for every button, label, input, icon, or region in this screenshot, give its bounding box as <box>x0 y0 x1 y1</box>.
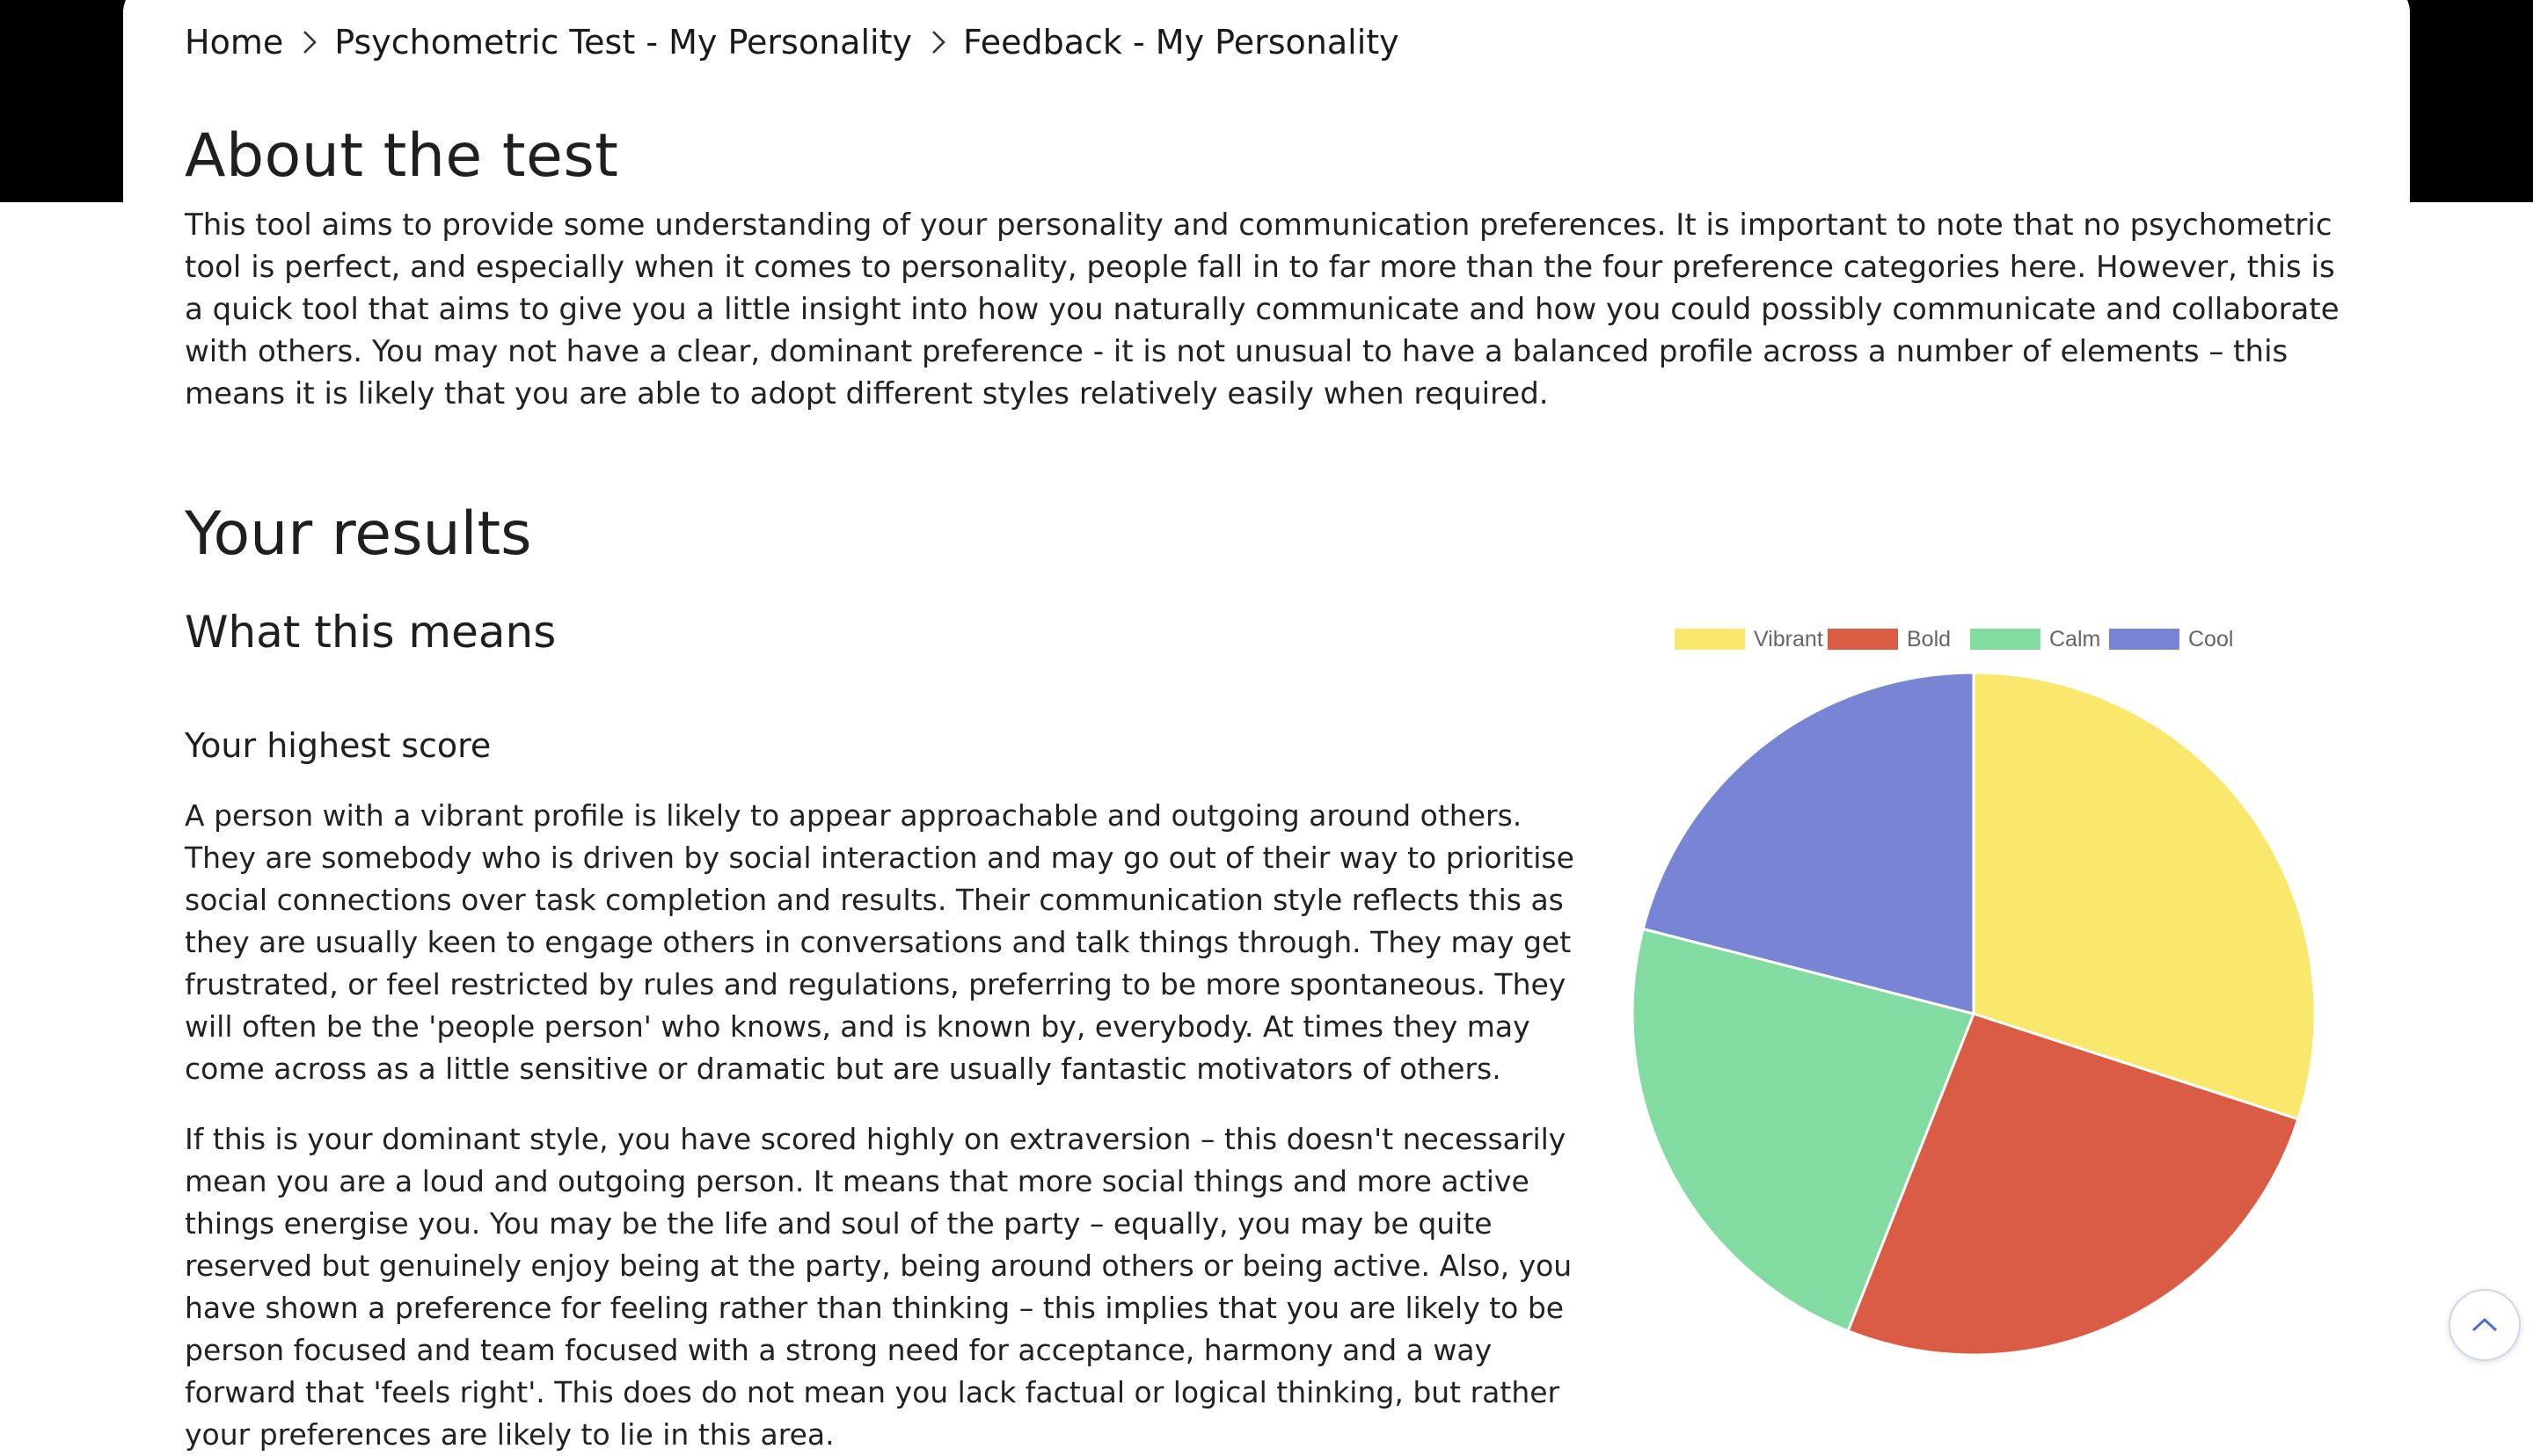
breadcrumb <box>185 16 1399 69</box>
chart-legend <box>1675 627 2233 652</box>
chevron-right-icon <box>296 25 322 60</box>
results-title: Your results <box>185 499 532 569</box>
legend-label-calm[interactable]: Calm <box>2049 627 2101 652</box>
results-pie-chart <box>1618 607 2357 1380</box>
breadcrumb-test-link[interactable]: Psychometric Test - My Personality <box>334 23 912 62</box>
breadcrumb-home-link[interactable]: Home <box>185 23 284 62</box>
legend-label-vibrant[interactable]: Vibrant <box>1754 627 1823 652</box>
results-subtitle: What this means <box>185 607 557 658</box>
highest-score-heading: Your highest score <box>185 726 492 765</box>
pie-slices <box>1632 673 2315 1355</box>
result-paragraph-1: A person with a vibrant profile is likely to appear approachable and outgoing around others. They are somebody who is driven by social interaction and may go out of their way to prioritise social connections over task completion and results. Their communication style reflects this as they are usually keen to engage others in conversations and talk things through. They may get frustrated, or feel restricted by rules and regulations, preferring to be more spontaneous. They will often be the 'people person' who knows, and is known by, everybody. At times they may come across as a little sensitive or dramatic but are usually fantastic motivators of others. <box>185 798 1574 1086</box>
legend-swatch-vibrant[interactable] <box>1675 629 1745 650</box>
legend-label-cool[interactable]: Cool <box>2188 627 2234 652</box>
legend-label-bold[interactable]: Bold <box>1907 627 1952 652</box>
legend-swatch-cool[interactable] <box>2109 629 2179 650</box>
about-title: About the test <box>185 121 619 191</box>
legend-swatch-calm[interactable] <box>1970 629 2040 650</box>
scroll-to-top-button[interactable] <box>2449 1289 2521 1361</box>
chevron-right-icon <box>924 25 951 60</box>
about-body: This tool aims to provide some understanding of your personality and communication preferences. It is important to note that no psychometric tool is perfect, and especially when it comes to personality, people fall in to far more than the four preference categories here. However, this is a quick tool that aims to give you a little insight into how you naturally communicate and how you could possibly communicate and collaborate with others. You may not have a clear, dominant preference - it is not unusual to have a balanced profile across a number of elements – this means it is likely that you are able to adopt different styles relatively easily when required. <box>185 207 2340 411</box>
breadcrumb-current: Feedback - My Personality <box>962 23 1399 62</box>
chevron-up-icon <box>2470 1315 2500 1335</box>
result-paragraph-2: If this is your dominant style, you have scored highly on extraversion – this doesn't necessarily mean you are a loud and outgoing person. It means that more social things and more active things energise you. You may be the life and soul of the party – equally, you may be quite reserved but genuinely enjoy being at the party, being around others or being active. Also, you have shown a preference for feeling rather than thinking – this implies that you are likely to be person focused and team focused with a strong need for acceptance, harmony and a way forward that 'feels right'. This does do not mean you lack factual or logical thinking, but rather your preferences are likely to lie in this area. <box>185 1122 1573 1452</box>
legend-swatch-bold[interactable] <box>1828 629 1898 650</box>
